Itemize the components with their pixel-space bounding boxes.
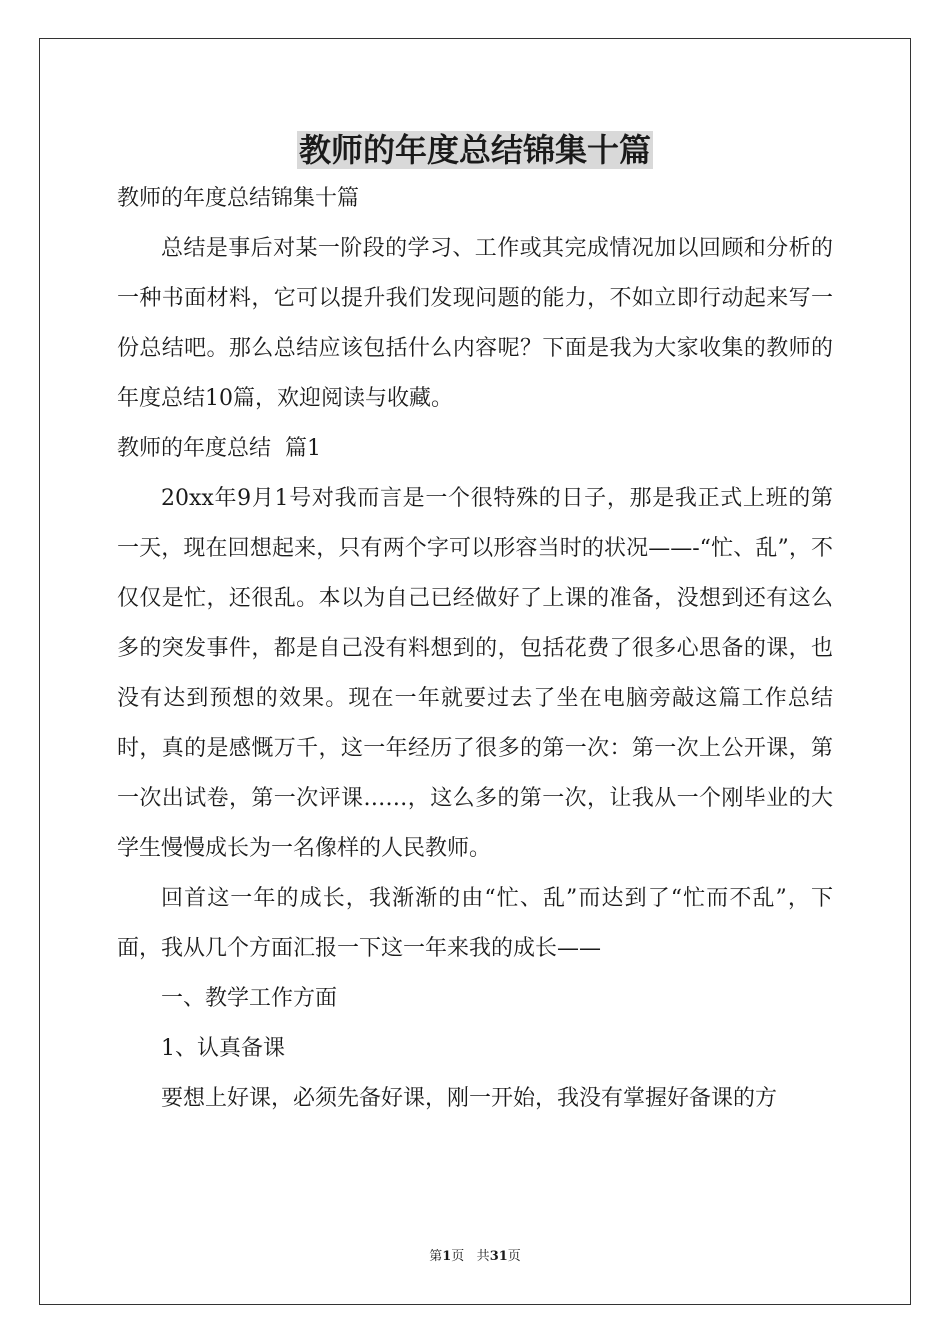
total-prefix: 共	[476, 1249, 490, 1264]
subsection-title-prepare: 1、认真备课	[161, 1036, 285, 1061]
paragraph-3: 要想上好课，必须先备好课，刚一开始，我没有掌握好备课的方	[161, 1086, 778, 1111]
page-total: 31	[489, 1249, 508, 1264]
section-title-teaching: 一、教学工作方面	[161, 986, 338, 1011]
page-prefix: 第	[429, 1249, 443, 1264]
subtitle-line: 教师的年度总结锦集十篇	[117, 186, 360, 211]
page-footer	[0, 1247, 950, 1267]
total-suffix: 页	[507, 1249, 521, 1264]
document-title-text: 教师的年度总结锦集十篇	[298, 131, 651, 169]
paragraph-2: 回首这一年的成长，我渐渐的由“忙、乱”而达到了“忙而不乱”，下面，我从几个方面汇报一下这一年来我的成长——	[117, 886, 833, 961]
document-title	[0, 128, 950, 172]
section-heading-1: 教师的年度总结 篇1	[117, 436, 321, 461]
intro-paragraph: 总结是事后对某一阶段的学习、工作或其完成情况加以回顾和分析的一种书面材料，它可以提升我们发现问题的能力，不如立即行动起来写一份总结吧。那么总结应该包括什么内容呢？下面是我为大家收集的教师的年度总结10篇，欢迎阅读与收藏。	[117, 236, 833, 411]
page-current: 1	[442, 1249, 452, 1264]
paragraph-1: 20xx年9月1号对我而言是一个很特殊的日子，那是我正式上班的第一天，现在回想起来，只有两个字可以形容当时的状况——-“忙、乱”，不仅仅是忙，还很乱。本以为自己已经做好了上课的准备，没想到还有这么多的突发事件，都是自己没有料想到的，包括花费了很多心思备的课，也没有达到预想的效果。现在一年就要过去了坐在电脑旁敲这篇工作总结时，真的是感慨万千，这一年经历了很多的第一次：第一次上公开课，第一次出试卷，第一次评课……，这么多的第一次，让我从一个刚毕业的大学生慢慢成长为一名像样的人民教师。	[117, 486, 833, 861]
page-suffix: 页	[451, 1249, 465, 1264]
document-body	[117, 174, 833, 1124]
